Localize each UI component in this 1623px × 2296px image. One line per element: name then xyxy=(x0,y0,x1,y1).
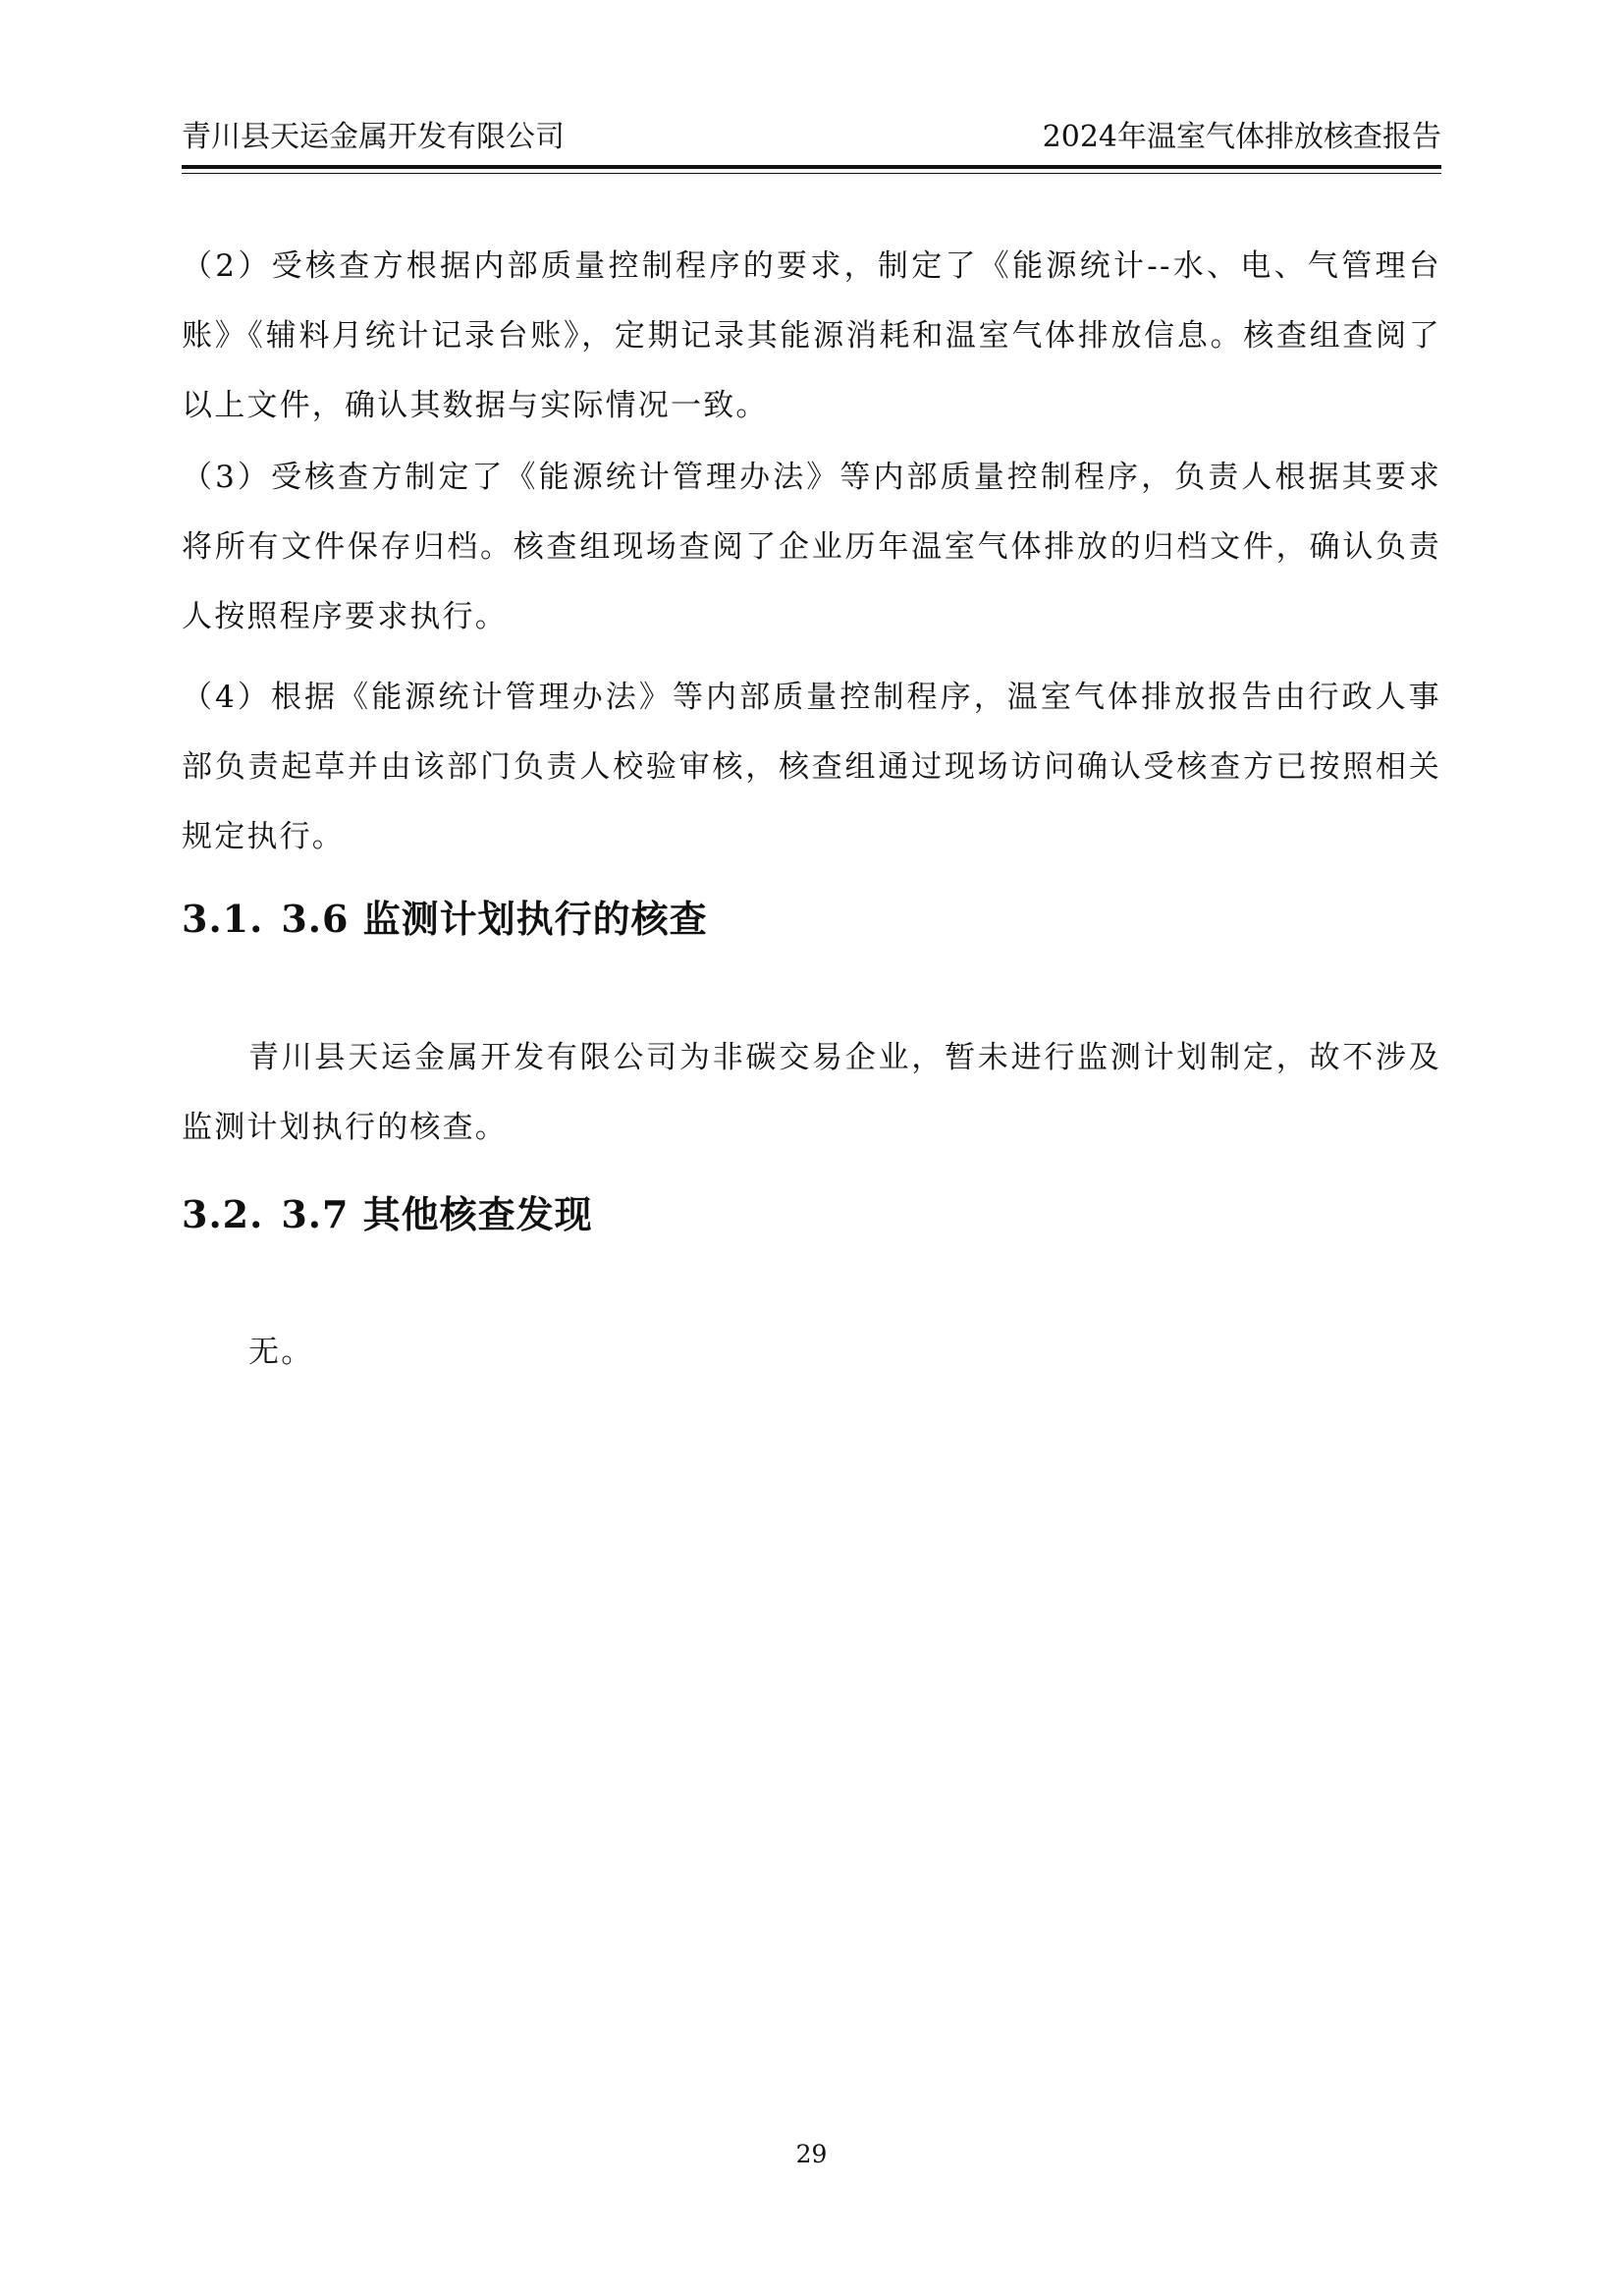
section-heading-monitoring-plan xyxy=(182,890,708,949)
section-title: 3.7 其他核查发现 xyxy=(281,1192,593,1236)
page-header xyxy=(182,114,1441,161)
monitoring-plan-paragraph: 青川县天运金属开发有限公司为非碳交易企业，暂未进行监测计划制定，故不涉及监测计划执行的核查。 xyxy=(182,1040,1441,1145)
header-divider-thick xyxy=(182,165,1441,169)
quality-control-paragraph-4: （4）根据《能源统计管理办法》等内部质量控制程序，温室气体排放报告由行政人事部负责起草并由该部门负责人校验审核，核查组通过现场访问确认受核查方已按照相关规定执行。 xyxy=(182,680,1441,854)
section-number: 3.2. xyxy=(182,1192,264,1236)
report-title: 2024年温室气体排放核查报告 xyxy=(1042,120,1441,154)
page-number: 29 xyxy=(795,2140,828,2168)
quality-control-paragraph-3: （3）受核查方制定了《能源统计管理办法》等内部质量控制程序，负责人根据其要求将所有文件保存归档。核查组现场查阅了企业历年温室气体排放的归档文件，确认负责人按照程序要求执行。 xyxy=(182,460,1441,634)
section-heading-other-findings xyxy=(182,1185,593,1244)
section-number: 3.1. xyxy=(182,897,264,941)
other-findings-paragraph: 无。 xyxy=(248,1335,314,1370)
company-name: 青川县天运金属开发有限公司 xyxy=(182,120,565,154)
section-title: 3.6 监测计划执行的核查 xyxy=(281,897,708,941)
quality-control-paragraph-2: （2）受核查方根据内部质量控制程序的要求，制定了《能源统计--水、电、气管理台账》《辅料月统计记录台账》，定期记录其能源消耗和温室气体排放信息。核查组查阅了以上文件，确认其数据与实际情况一致。 xyxy=(182,248,1441,423)
header-divider-thin xyxy=(182,173,1441,174)
